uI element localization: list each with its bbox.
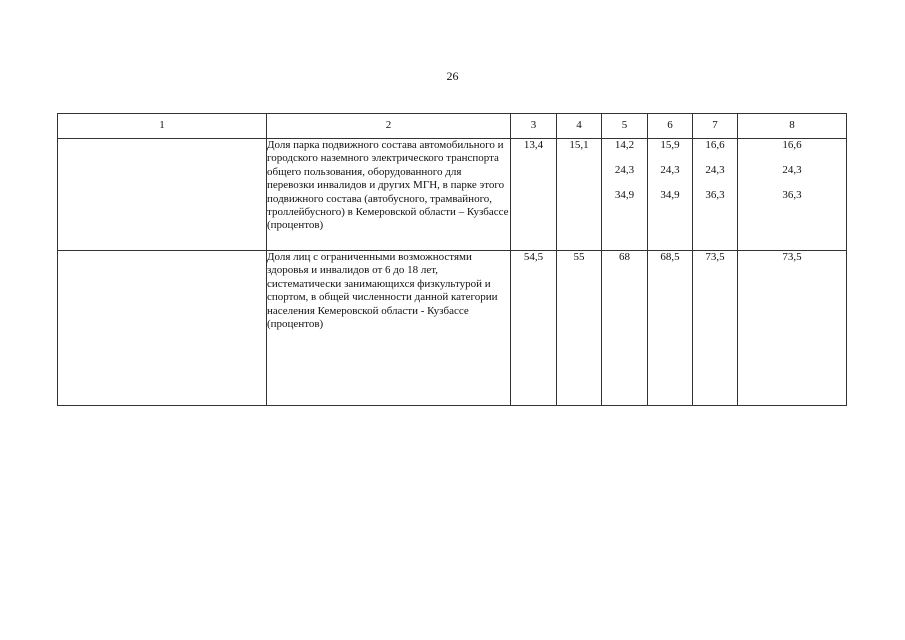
row-1-col-3-value: 13,4	[523, 139, 544, 151]
row-1-col-6-value-1: 15,9	[660, 139, 680, 151]
row-2-description: Доля лиц с ограниченными возможностями здоровья и инвалидов от 6 до 18 лет, систематически занимающихся физкультурой и спортом, в общей численности данной категории населения Кемеровской области - Кузбассе (процентов)	[267, 251, 511, 406]
row-1-col-6-value-3: 34,9	[660, 189, 680, 201]
table-row	[58, 139, 847, 251]
row-1-col-5-value-3: 34,9	[614, 189, 635, 201]
row-2-col-6-value: 68,5	[660, 251, 680, 263]
row-2-col-4	[557, 251, 602, 406]
page-number: 26	[446, 69, 459, 83]
header-col-4: 4	[557, 114, 602, 139]
header-col-8: 8	[738, 114, 847, 139]
row-1-col-4	[557, 139, 602, 251]
header-col-1: 1	[58, 114, 267, 139]
header-col-2: 2	[267, 114, 511, 139]
row-2-col-6	[648, 251, 693, 406]
row-1-col-1	[58, 139, 267, 251]
table-row	[58, 251, 847, 406]
row-1-col-7	[693, 139, 738, 251]
row-1-col-5-value-1: 14,2	[614, 139, 635, 151]
row-1-col-4-value: 15,1	[569, 139, 589, 151]
row-2-col-3-value: 54,5	[523, 251, 544, 263]
row-2-col-8	[738, 251, 847, 406]
row-1-col-8-value-2: 24,3	[782, 164, 802, 176]
row-1-col-5-value-2: 24,3	[614, 164, 635, 176]
row-2-col-7	[693, 251, 738, 406]
row-2-col-5-value: 68	[619, 251, 630, 263]
header-col-3: 3	[511, 114, 557, 139]
row-2-col-8-value: 73,5	[782, 251, 802, 263]
header-col-5: 5	[602, 114, 648, 139]
row-2-col-5	[602, 251, 648, 406]
header-row	[58, 114, 847, 139]
row-1-col-8	[738, 139, 847, 251]
row-2-col-4-value: 55	[573, 251, 585, 263]
indicators-table	[57, 113, 847, 406]
header-col-7: 7	[693, 114, 738, 139]
row-1-description: Доля парка подвижного состава автомобильного и городского наземного электрического транспорта общего пользования, оборудованного для перевозки инвалидов и других МГН, в парке этого подвижного состава (автобусного, трамвайного, троллейбусного) в Кемеровской области – Кузбассе (процентов)	[267, 139, 511, 251]
header-col-6: 6	[648, 114, 693, 139]
row-1-col-8-value-1: 16,6	[782, 139, 802, 151]
row-1-col-7-value-1: 16,6	[705, 139, 725, 151]
row-1-col-6	[648, 139, 693, 251]
row-1-col-7-value-2: 24,3	[705, 164, 725, 176]
row-2-col-3	[511, 251, 557, 406]
row-1-col-8-value-3: 36,3	[782, 189, 802, 201]
row-1-col-5	[602, 139, 648, 251]
row-1-col-7-value-3: 36,3	[705, 189, 725, 201]
row-2-col-7-value: 73,5	[705, 251, 725, 263]
row-1-col-6-value-2: 24,3	[660, 164, 680, 176]
row-2-col-1	[58, 251, 267, 406]
row-1-col-3	[511, 139, 557, 251]
